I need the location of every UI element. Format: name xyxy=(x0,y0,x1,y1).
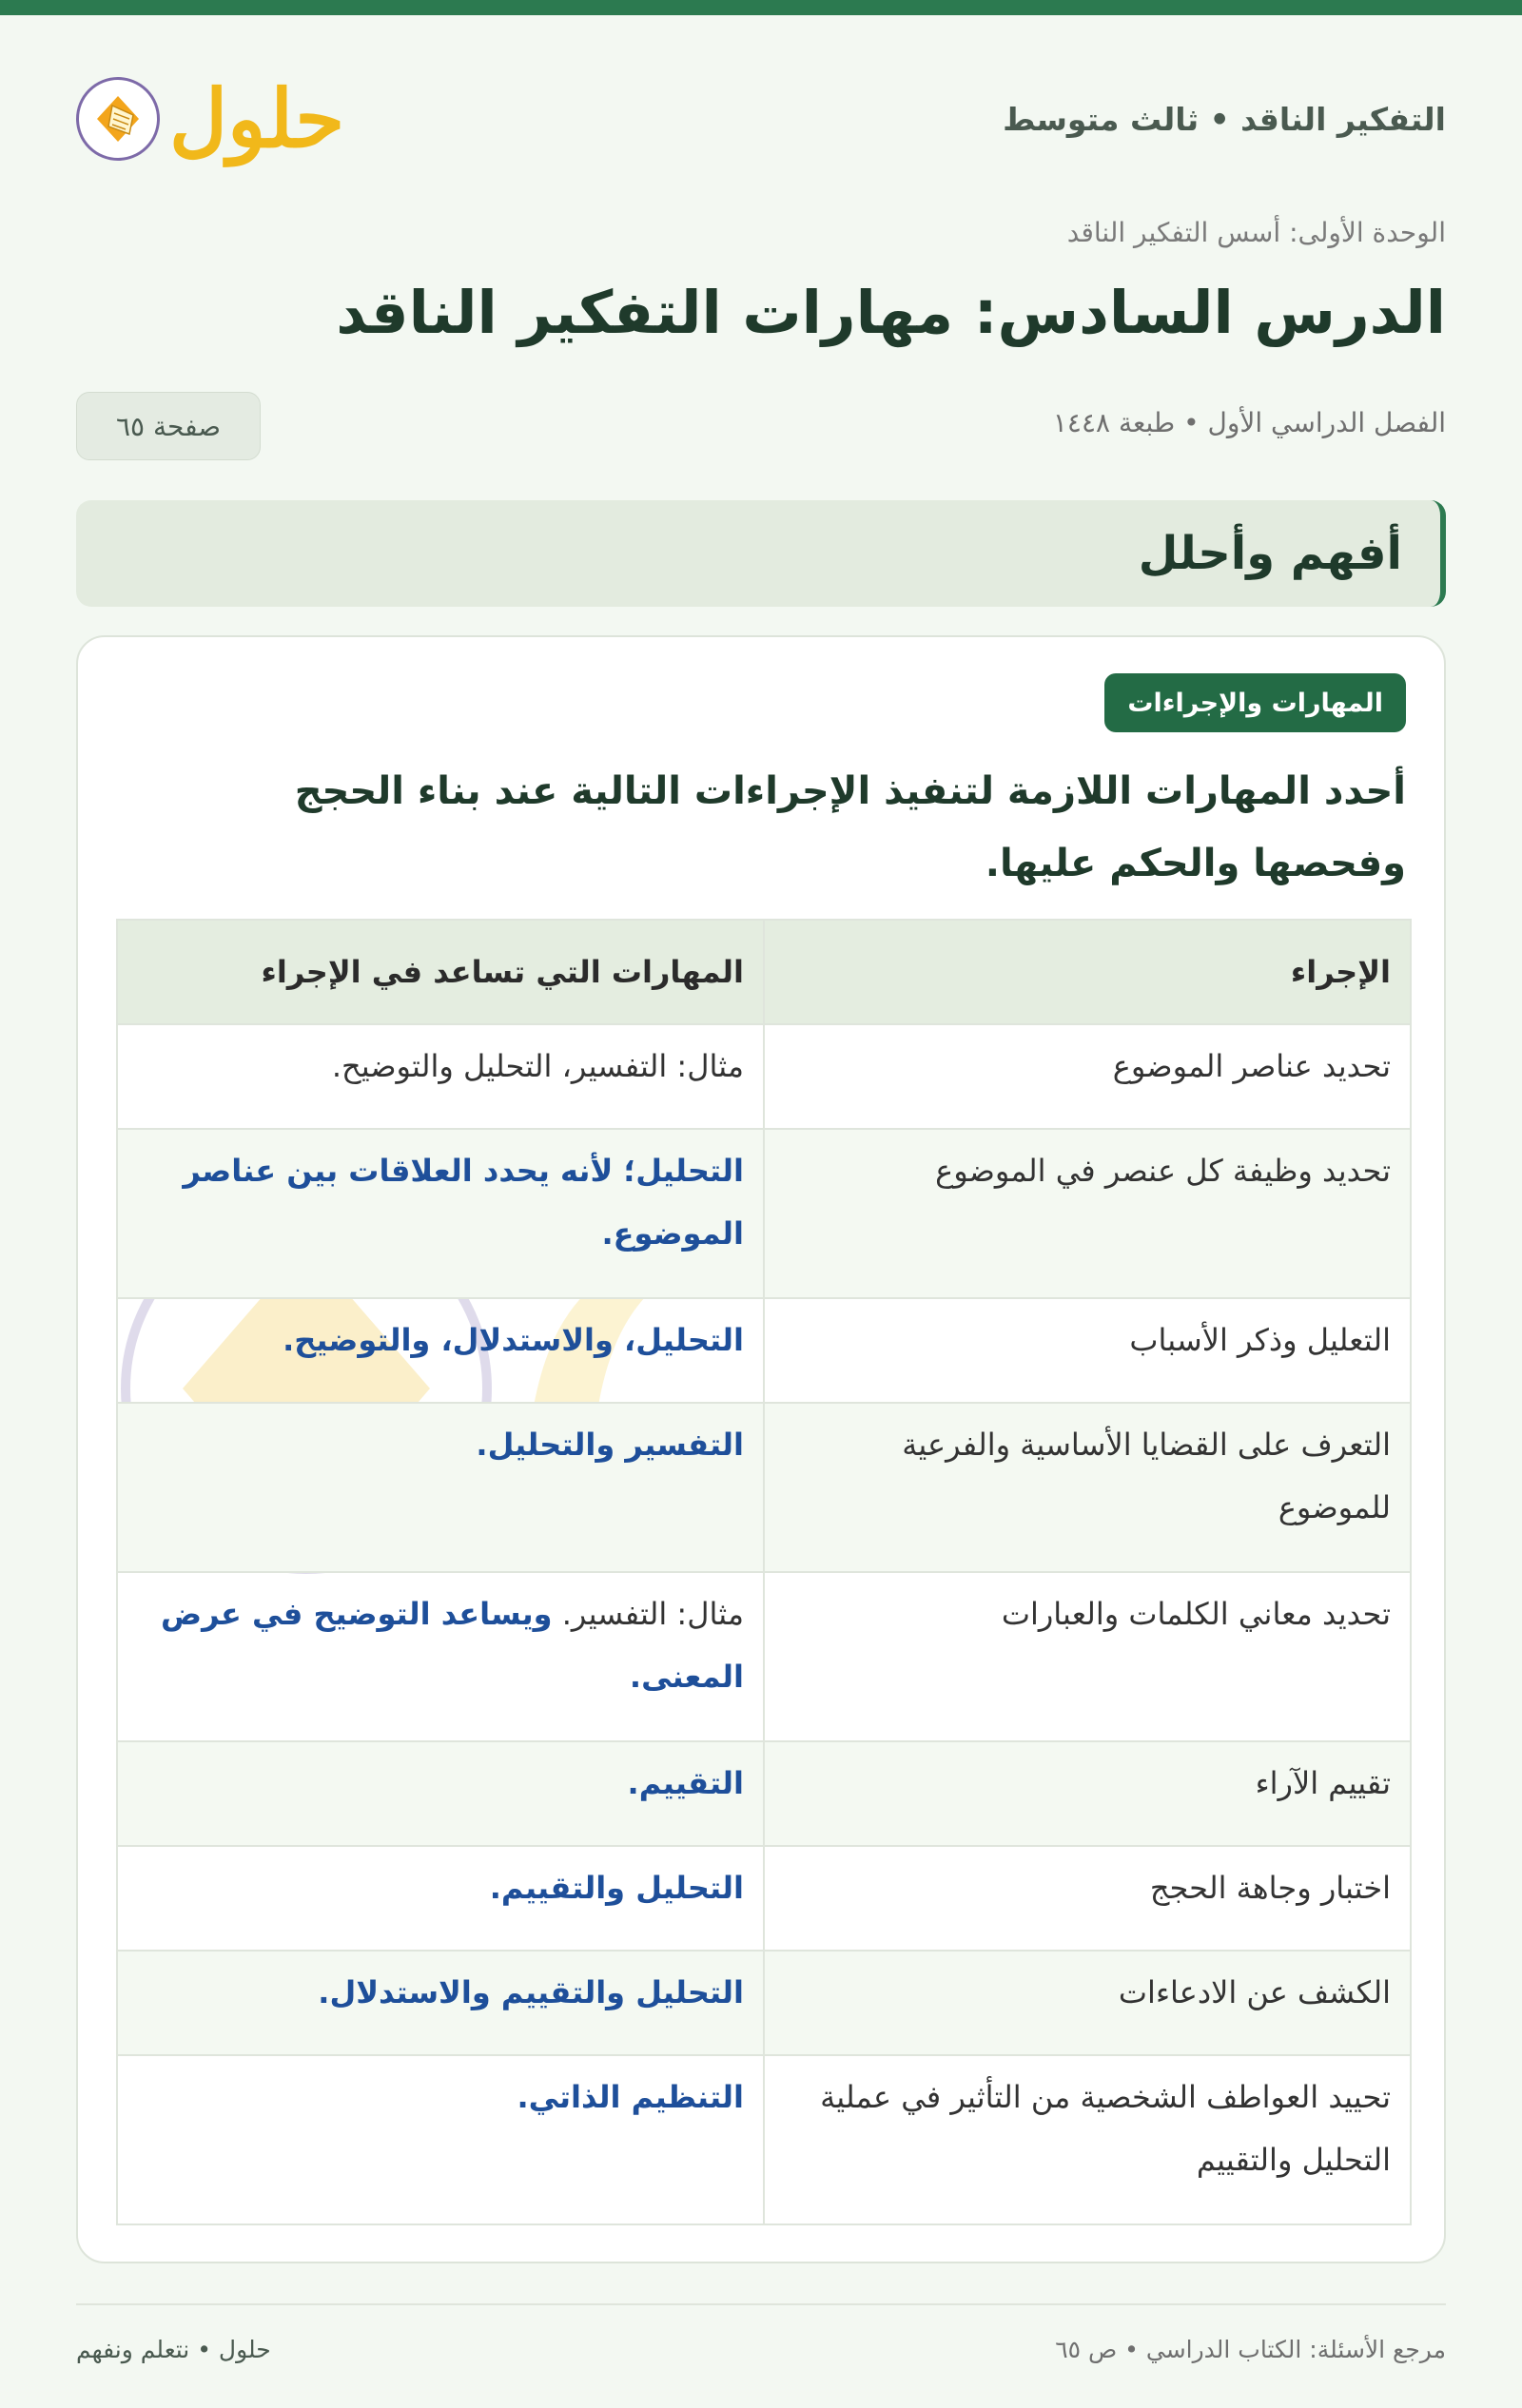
skills-cell xyxy=(117,1403,764,1572)
column-header-procedure: الإجراء xyxy=(764,920,1411,1024)
example-text: مثال: التفسير. xyxy=(552,1596,744,1632)
question-text: أحدد المهارات اللازمة لتنفيذ الإجراءات التالية عند بناء الحجج وفحصها والحكم عليها. xyxy=(294,769,1406,885)
logo[interactable] xyxy=(76,71,345,165)
procedure-cell: تحييد العواطف الشخصية من التأثير في عملية التحليل والتقييم xyxy=(764,2055,1411,2224)
top-accent-bar xyxy=(0,0,1522,15)
answer-text: التقييم. xyxy=(627,1765,744,1801)
table-row xyxy=(117,1741,1411,1846)
answer-text: التحليل والتقييم. xyxy=(489,1870,744,1906)
footer-reference: مرجع الأسئلة: الكتاب الدراسي • ص ٦٥ xyxy=(1055,2336,1446,2363)
book-icon xyxy=(76,77,160,161)
logo-wordmark: حلول xyxy=(169,71,345,165)
page-header xyxy=(76,67,1446,171)
procedure-cell: التعرف على القضايا الأساسية والفرعية للموضوع xyxy=(764,1403,1411,1572)
table-row xyxy=(117,1024,1411,1129)
procedure-cell: تحديد معاني الكلمات والعبارات xyxy=(764,1572,1411,1741)
skills-table xyxy=(116,919,1412,2225)
skills-cell xyxy=(117,1024,764,1129)
exercise-card xyxy=(76,635,1446,2263)
procedure-cell: تحديد وظيفة كل عنصر في الموضوع xyxy=(764,1129,1411,1298)
table-row xyxy=(117,1572,1411,1741)
skills-cell xyxy=(117,1951,764,2055)
skills-cell xyxy=(117,1298,764,1403)
footer-brand: حلول • نتعلم ونفهم xyxy=(76,2336,271,2363)
page-title: الدرس السادس: مهارات التفكير الناقد xyxy=(336,278,1446,347)
section-title: أفهم وأحلل xyxy=(1138,527,1402,580)
table-row xyxy=(117,1951,1411,2055)
table-row xyxy=(117,1129,1411,1298)
skills-cell xyxy=(117,2055,764,2224)
section-tag: المهارات والإجراءات xyxy=(1104,673,1406,732)
table-row xyxy=(117,1403,1411,1572)
unit-breadcrumb: الوحدة الأولى: أسس التفكير الناقد xyxy=(1066,217,1446,248)
subject-title: التفكير الناقد • ثالث متوسط xyxy=(1003,100,1446,138)
table-header-row xyxy=(117,920,1411,1024)
edition-meta: الفصل الدراسي الأول • طبعة ١٤٤٨ xyxy=(1052,407,1446,438)
skills-cell xyxy=(117,1129,764,1298)
section-header xyxy=(76,500,1446,607)
procedure-cell: تحديد عناصر الموضوع xyxy=(764,1024,1411,1129)
skills-cell xyxy=(117,1846,764,1951)
page-number-badge: صفحة ٦٥ xyxy=(76,392,261,460)
footer-divider xyxy=(76,2303,1446,2305)
column-header-skills: المهارات التي تساعد في الإجراء xyxy=(117,920,764,1024)
procedure-cell: التعليل وذكر الأسباب xyxy=(764,1298,1411,1403)
answer-text: التحليل، والاستدلال، والتوضيح. xyxy=(283,1322,744,1358)
answer-text: التفسير والتحليل. xyxy=(476,1427,744,1463)
answer-text: التحليل والتقييم والاستدلال. xyxy=(318,1974,744,2010)
procedure-cell: الكشف عن الادعاءات xyxy=(764,1951,1411,2055)
example-text: مثال: التفسير، التحليل والتوضيح. xyxy=(331,1048,744,1084)
table-row xyxy=(117,2055,1411,2224)
answer-text: التنظيم الذاتي. xyxy=(517,2079,744,2115)
table-row xyxy=(117,1298,1411,1403)
skills-cell xyxy=(117,1572,764,1741)
skills-cell xyxy=(117,1741,764,1846)
procedure-cell: اختبار وجاهة الحجج xyxy=(764,1846,1411,1951)
answer-text: ويساعد التوضيح في عرض المعنى. xyxy=(161,1596,744,1695)
table-row xyxy=(117,1846,1411,1951)
procedure-cell: تقييم الآراء xyxy=(764,1741,1411,1846)
answer-text: التحليل؛ لأنه يحدد العلاقات بين عناصر الموضوع. xyxy=(183,1153,744,1252)
